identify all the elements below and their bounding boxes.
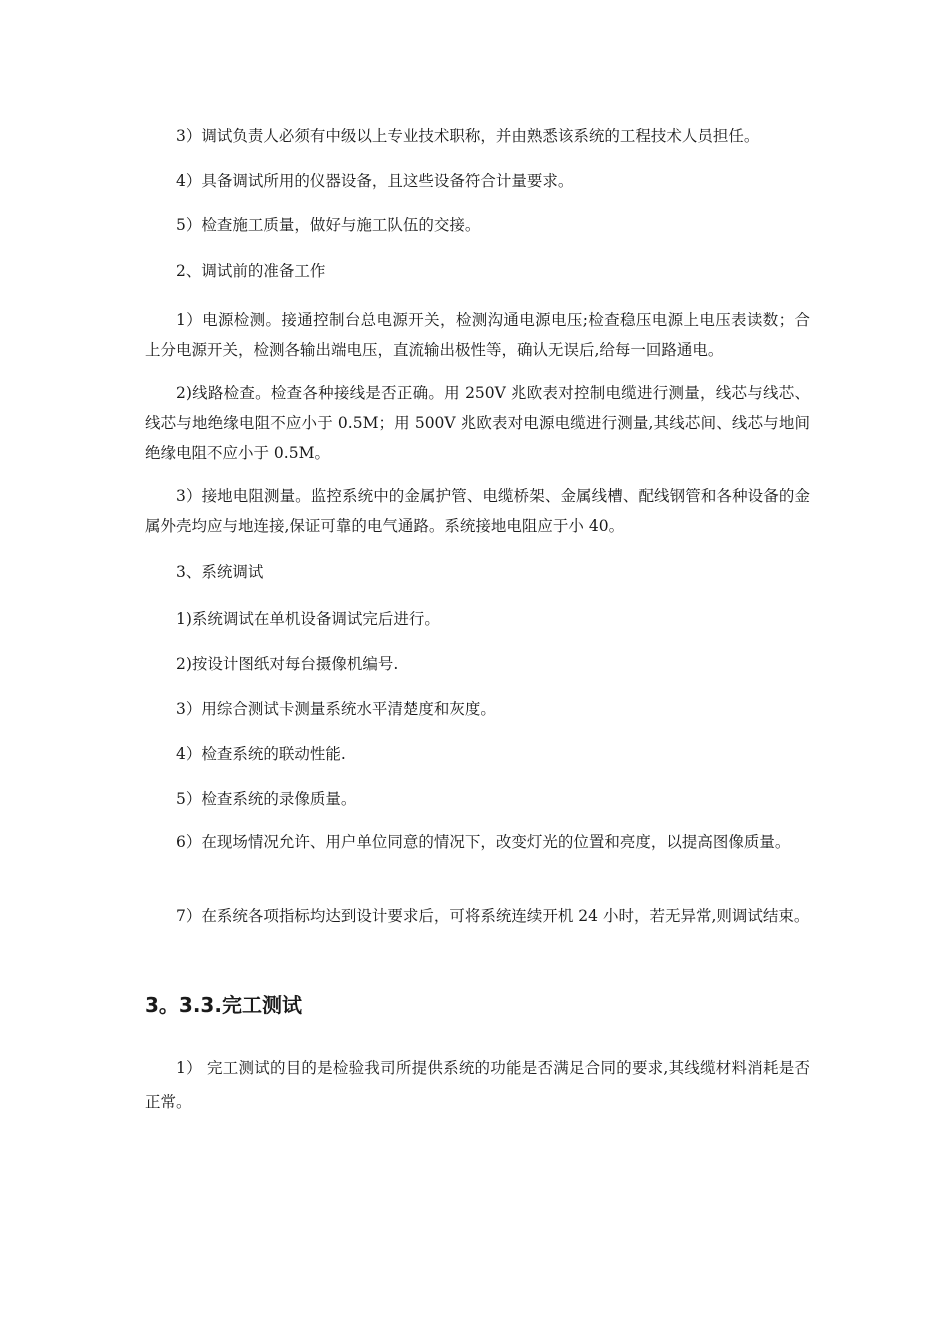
- paragraph-debug-6: 6）在现场情况允许、用户单位同意的情况下，改变灯光的位置和亮度，以提高图像质量。: [176, 833, 791, 851]
- paragraph-debug-4: 4）检查系统的联动性能.: [176, 745, 346, 763]
- paragraph-debug-1: 1)系统调试在单机设备调试完后进行。: [176, 610, 440, 628]
- paragraph-grounding: 3）接地电阻测量。监控系统中的金属护管、电缆桥架、金属线槽、配线钢管和各种设备的金属外壳均应与地连接,保证可靠的电气通路。系统接地电阻应于小 40。: [145, 487, 810, 535]
- subheading-preparation: 2、调试前的准备工作: [176, 262, 326, 280]
- section-heading: 3。3.3.完工测试: [145, 993, 302, 1017]
- paragraph-debug-7: 7）在系统各项指标均达到设计要求后，可将系统连续开机 24 小时，若无异常,则调试结束。: [176, 907, 810, 925]
- paragraph-debug-5: 5）检查系统的录像质量。: [176, 790, 357, 808]
- subheading-system-debug: 3、系统调试: [176, 563, 264, 581]
- paragraph-2: 4）具备调试所用的仪器设备，且这些设备符合计量要求。: [176, 172, 574, 190]
- paragraph-debug-2: 2)按设计图纸对每台摄像机编号.: [176, 655, 399, 673]
- paragraph-power-check: 1）电源检测。接通控制台总电源开关，检测沟通电源电压;检查稳压电源上电压表读数；合上分电源开关，检测各输出端电压，直流输出极性等，确认无误后,给每一回路通电。: [145, 311, 810, 359]
- paragraph-debug-3: 3）用综合测试卡测量系统水平清楚度和灰度。: [176, 700, 496, 718]
- paragraph-3: 5）检查施工质量，做好与施工队伍的交接。: [176, 216, 481, 234]
- paragraph-line-check: 2)线路检查。检查各种接线是否正确。用 250V 兆欧表对控制电缆进行测量，线芯与线芯、线芯与地绝缘电阻不应小于 0.5M；用 500V 兆欧表对电源电缆进行测量,其线芯间、线芯与地间绝缘电阻不应小于 0.5M。: [145, 384, 810, 462]
- paragraph-1: 3）调试负责人必须有中级以上专业技术职称，并由熟悉该系统的工程技术人员担任。: [176, 127, 760, 145]
- paragraph-completion-test: 1） 完工测试的目的是检验我司所提供系统的功能是否满足合同的要求,其线缆材料消耗是否正常。: [145, 1059, 810, 1111]
